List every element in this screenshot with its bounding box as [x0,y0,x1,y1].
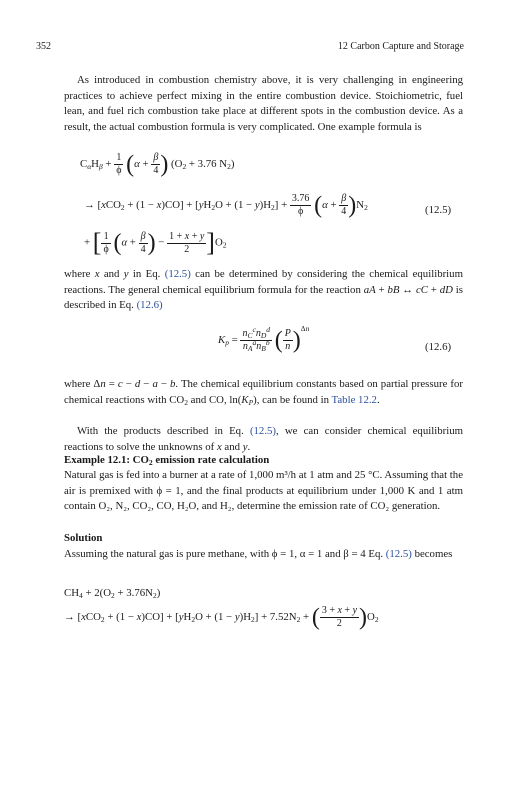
example-heading: Example 12.1: $CO_2$ emission rate calculation [64,454,270,467]
eq-ref-12-5-c[interactable]: (12.5) [385,548,412,560]
equilibrium-paragraph: where x and y in Eq. (12.5) can be determined by considering the chemical equilibrium reactions. The general chemical equilibrium formula for the reaction aA + bB ↔ cC + dD is described in Eq. (12.6) [64,268,463,312]
table-ref-12-2[interactable]: Table 12.2 [331,393,377,406]
eq-12-5-line-1: $C_\alpha H_\beta$ + $\frac{1}{\phi}$ (α + $\frac{\beta}{4}$ ) ($O_2 + 3.76$ $N_2$) [80,151,235,178]
eq-ref-12-5-b[interactable]: (12.5) [249,425,277,437]
solution-eq-line-2: → $[xCO_2 + (1 - x)CO] + [yH_2O + (1 - y)H_2] + 7.52N_2$ + ( $\frac{3 + x + y}{2}$ )$O_2$ [64,604,379,631]
eq-12-5-number: (12.5) [425,204,452,216]
delta-paragraph: where Δn = c − d − a − b. The chemical equilibrium constants based on partial pressure for chemical reactions with $CO_2$ and CO, $\ln(K_P)$, can be found in Table 12.2. [64,378,463,407]
eq-12-6: $K_p$ = $\frac{n_C^cn_D^d}{n_A^an_B^b}$ ( $\frac{P}{n}$ )$^{\Delta n}$ [218,323,310,354]
eq-ref-12-5[interactable]: (12.5) [164,268,191,280]
solution-eq-line-1: $CH_4 + 2(O_2 + 3.76N_2)$ [64,587,161,600]
example-body: Natural gas is fed into a burner at a rate of 1,000 m³/h at 1 atm and 25 °C. Assuming that the air is premixed with ϕ = 1, and the final products at equilibrium under 1,000 K and 1 atm contain O₂, N₂, CO₂, CO, H₂O, and H₂, determine the emission rate of CO₂ generation. [64,469,463,513]
solution-body: Assuming the natural gas is pure methane, with ϕ = 1, α = 1 and β = 4 Eq. (12.5) becomes [64,548,453,560]
eq-12-5-line-2: → $[xCO_2 + (1 - x)CO] + [yH_2O + (1 - y)H_2]$ + $\frac{3.76}{\phi}$ (α + $\frac{\beta}{4}$ )$N_2$ [84,192,368,219]
eq-12-6-number: (12.6) [425,341,452,353]
eq-ref-12-6[interactable]: (12.6) [136,299,163,312]
eq-12-5-line-3: + [ $\frac{1}{\phi}$ (α + $\frac{\beta}{4}$ ) − $\frac{1 + x + y}{2}$ ]$O_2$ [84,228,227,257]
products-paragraph: With the products described in Eq. (12.5), we can consider chemical equilibrium reactions to solve the unknowns of x and y. [64,425,464,453]
solution-heading: Solution [64,532,103,544]
page-number: 352 [36,41,51,52]
running-head: 12 Carbon Capture and Storage [337,41,464,52]
intro-paragraph: As introduced in combustion chemistry above, it is very challenging in engineering practices to achieve perfect mixing in the entire combustion device. Stoichiometric, fuel lean, and fuel rich combustion take place at different spots in the combustion device. As a result, the actual combustion formula is very complicated. One example formula is [64,74,463,133]
